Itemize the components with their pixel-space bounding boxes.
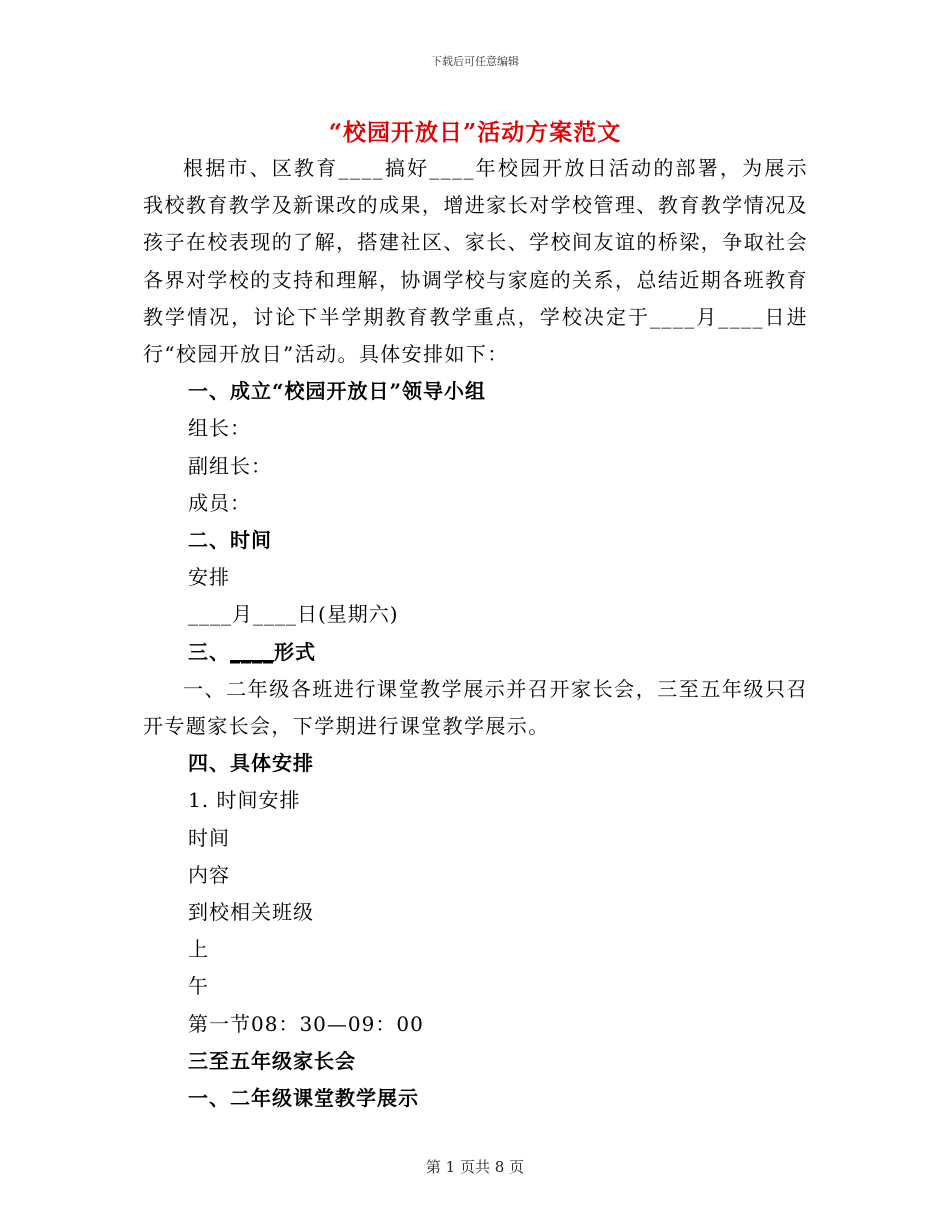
section-1-heading: 一、成立“校园开放日”领导小组	[188, 379, 487, 404]
intro-paragraph: 根据市、区教育____搞好____年校园开放日活动的部署，为展示我校教育教学及新课改的成果，增进家长对学校管理、教育教学情况及孩子在校表现的了解，搭建社区、家长、学校间友谊的桥梁，争取社会各界对学校的支持和理解，协调学校与家庭的关系，总结近期各班教育教学情况，讨论下半学期教育教学重点，学校决定于____月____日进行“校园开放日”活动。具体安排如下：	[143, 156, 808, 367]
column-class: 到校相关班级	[188, 900, 314, 925]
page-footer: 第 1 页共 8 页	[425, 1158, 525, 1176]
section-2-heading: 二、时间	[188, 528, 272, 553]
page-header-note: 下载后可任意编辑	[431, 55, 519, 68]
document-title: “校园开放日”活动方案范文	[328, 119, 622, 146]
morning-char-1: 上	[188, 937, 209, 962]
row-1-content: 三至五年级家长会	[188, 1048, 356, 1073]
column-content: 内容	[188, 862, 230, 887]
section-3-heading	[143, 634, 808, 671]
section-3-blank: ____	[230, 639, 274, 664]
column-time: 时间	[188, 825, 230, 850]
members-line: 成员：	[188, 490, 251, 515]
section-3-prefix: 三、	[188, 639, 230, 664]
row-1-class: 一、二年级课堂教学展示	[188, 1086, 419, 1111]
section-4-heading: 四、具体安排	[188, 751, 314, 776]
item-1-line: 1. 时间安排	[188, 788, 301, 813]
document-body	[143, 150, 808, 1117]
date-line: ____月____日(星期六)	[188, 602, 399, 627]
period-1-line: 第一节08：30—09：00	[188, 1011, 424, 1036]
vice-leader-line: 副组长：	[188, 453, 272, 478]
form-paragraph: 一、二年级各班进行课堂教学展示并召开家长会，三至五年级只召开专题家长会，下学期进行课堂教学展示。	[143, 676, 808, 739]
section-3-suffix: 形式	[274, 639, 316, 664]
leader-line: 组长：	[188, 416, 251, 441]
morning-char-2: 午	[188, 974, 209, 999]
arrange-line: 安排	[188, 565, 230, 590]
